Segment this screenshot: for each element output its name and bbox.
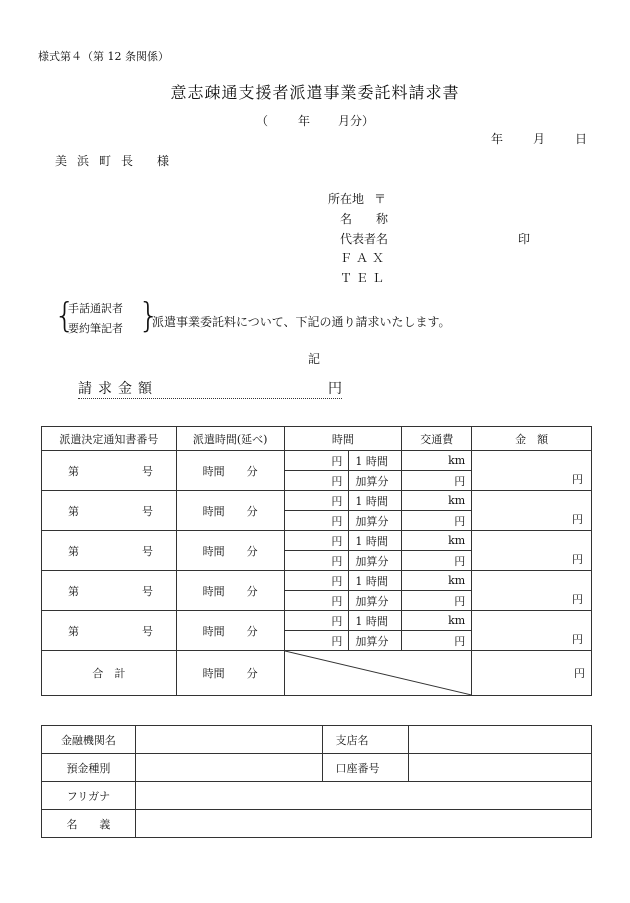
holder-row (42, 810, 592, 838)
one-hour-label: 1 時間 (349, 611, 402, 631)
extra-yen-cell: 円 (284, 591, 349, 611)
notice-no-cell (42, 531, 177, 571)
tel-label: ＴＥＬ (340, 271, 389, 285)
total-amount-cell: 円 (472, 651, 592, 696)
addressee-honorific: 様 (157, 154, 170, 168)
interpreter-type-sign: 手話通訳者 (68, 302, 123, 315)
notice-dai: 第 (68, 465, 79, 478)
table-row (42, 571, 592, 591)
furigana-field[interactable] (135, 782, 591, 810)
request-statement: 派遣事業委託料について、下記の通り請求いたします。 (152, 315, 451, 329)
interpreter-type-brace (54, 296, 160, 340)
header-notice-no: 派遣決定通知書番号 (42, 427, 177, 451)
amount-cell: 円 (472, 451, 592, 491)
transport-km-cell: km (402, 611, 472, 631)
extra-yen-cell: 円 (284, 511, 349, 531)
transport-yen-cell: 円 (402, 511, 472, 531)
amount-yen: 円 (328, 381, 342, 397)
transport-yen-cell: 円 (402, 591, 472, 611)
amount-label: 請求金額 (78, 381, 158, 397)
notice-go: 号 (142, 585, 153, 598)
table-row (42, 451, 592, 471)
postal-mark: 〒 (374, 192, 387, 206)
branch-label: 支店名 (323, 726, 409, 754)
total-diagonal-cell (284, 651, 472, 696)
account-row (42, 754, 592, 782)
extra-label: 加算分 (349, 631, 402, 651)
account-no-label: 口座番号 (323, 754, 409, 782)
notice-dai: 第 (68, 545, 79, 558)
form-number: 様式第４（第 12 条関係） (38, 50, 169, 63)
total-label: 合 計 (42, 651, 177, 696)
hourly-yen-cell: 円 (284, 491, 349, 511)
fee-table-header (42, 427, 592, 451)
one-hour-label: 1 時間 (349, 491, 402, 511)
amount-cell: 円 (472, 531, 592, 571)
bank-table (41, 725, 592, 838)
branch-field[interactable] (409, 726, 592, 754)
notice-dai: 第 (68, 625, 79, 638)
date-year: 年 (491, 132, 504, 146)
request-amount-line (78, 378, 342, 399)
date-day: 日 (575, 132, 588, 146)
header-time: 時間 (284, 427, 402, 451)
diagonal-line (285, 651, 472, 695)
bank-name-field[interactable] (135, 726, 323, 754)
table-row (42, 531, 592, 551)
notice-dai: 第 (68, 585, 79, 598)
dispatch-time-cell: 時間 分 (176, 491, 284, 531)
one-hour-label: 1 時間 (349, 451, 402, 471)
notice-go: 号 (142, 545, 153, 558)
notice-no-cell (42, 491, 177, 531)
header-transport: 交通費 (402, 427, 472, 451)
period-month: 月分） (338, 114, 375, 128)
page-title: 意志疎通支援者派遣事業委託料請求書 (170, 83, 460, 102)
one-hour-label: 1 時間 (349, 531, 402, 551)
date-month: 月 (533, 132, 546, 146)
fee-table (41, 426, 592, 696)
amount-cell: 円 (472, 571, 592, 611)
notice-no-cell (42, 571, 177, 611)
notice-go: 号 (142, 505, 153, 518)
transport-km-cell: km (402, 531, 472, 551)
seal-mark: 印 (518, 232, 531, 246)
amount-cell: 円 (472, 611, 592, 651)
extra-label: 加算分 (349, 511, 402, 531)
notice-go: 号 (142, 625, 153, 638)
representative-label: 代表者名 (340, 232, 389, 246)
account-type-label: 預金種別 (42, 754, 136, 782)
brace-right: } (138, 296, 160, 336)
hourly-yen-cell: 円 (284, 451, 349, 471)
transport-yen-cell: 円 (402, 551, 472, 571)
period-open: （ (256, 114, 269, 128)
extra-label: 加算分 (349, 471, 402, 491)
bank-row (42, 726, 592, 754)
issue-date (491, 130, 587, 147)
one-hour-label: 1 時間 (349, 571, 402, 591)
notice-go: 号 (142, 465, 153, 478)
extra-label: 加算分 (349, 591, 402, 611)
hourly-yen-cell: 円 (284, 571, 349, 591)
dispatch-time-cell: 時間 分 (176, 531, 284, 571)
amount-cell: 円 (472, 491, 592, 531)
header-dispatch-time: 派遣時間(延べ) (176, 427, 284, 451)
hourly-yen-cell: 円 (284, 611, 349, 631)
hourly-yen-cell: 円 (284, 531, 349, 551)
total-time-cell: 時間 分 (176, 651, 284, 696)
interpreter-type-summary: 要約筆記者 (68, 322, 123, 335)
addressee (55, 152, 169, 169)
extra-yen-cell: 円 (284, 471, 349, 491)
account-type-field[interactable] (135, 754, 323, 782)
notice-no-cell (42, 611, 177, 651)
name-label: 名 称 (340, 212, 389, 226)
billing-period (256, 112, 374, 129)
address-label: 所在地 (328, 192, 365, 206)
address-row (328, 190, 386, 207)
period-year: 年 (298, 114, 311, 128)
dispatch-time-cell: 時間 分 (176, 611, 284, 651)
extra-label: 加算分 (349, 551, 402, 571)
dispatch-time-cell: 時間 分 (176, 571, 284, 611)
table-row (42, 491, 592, 511)
transport-yen-cell: 円 (402, 631, 472, 651)
furigana-label: フリガナ (42, 782, 136, 810)
total-row (42, 651, 592, 696)
account-no-field[interactable] (409, 754, 592, 782)
table-row (42, 611, 592, 631)
transport-km-cell: km (402, 571, 472, 591)
fax-label: ＦＡＸ (340, 251, 389, 265)
notice-dai: 第 (68, 505, 79, 518)
notice-no-cell (42, 451, 177, 491)
addressee-name: 美浜町長 (55, 154, 144, 168)
transport-yen-cell: 円 (402, 471, 472, 491)
extra-yen-cell: 円 (284, 551, 349, 571)
holder-label: 名 義 (42, 810, 136, 838)
brace-left: { (54, 296, 76, 336)
bank-name-label: 金融機関名 (42, 726, 136, 754)
transport-km-cell: km (402, 451, 472, 471)
ki-mark: 記 (308, 352, 321, 366)
transport-km-cell: km (402, 491, 472, 511)
furigana-row (42, 782, 592, 810)
dispatch-time-cell: 時間 分 (176, 451, 284, 491)
holder-field[interactable] (135, 810, 591, 838)
header-amount: 金 額 (472, 427, 592, 451)
extra-yen-cell: 円 (284, 631, 349, 651)
